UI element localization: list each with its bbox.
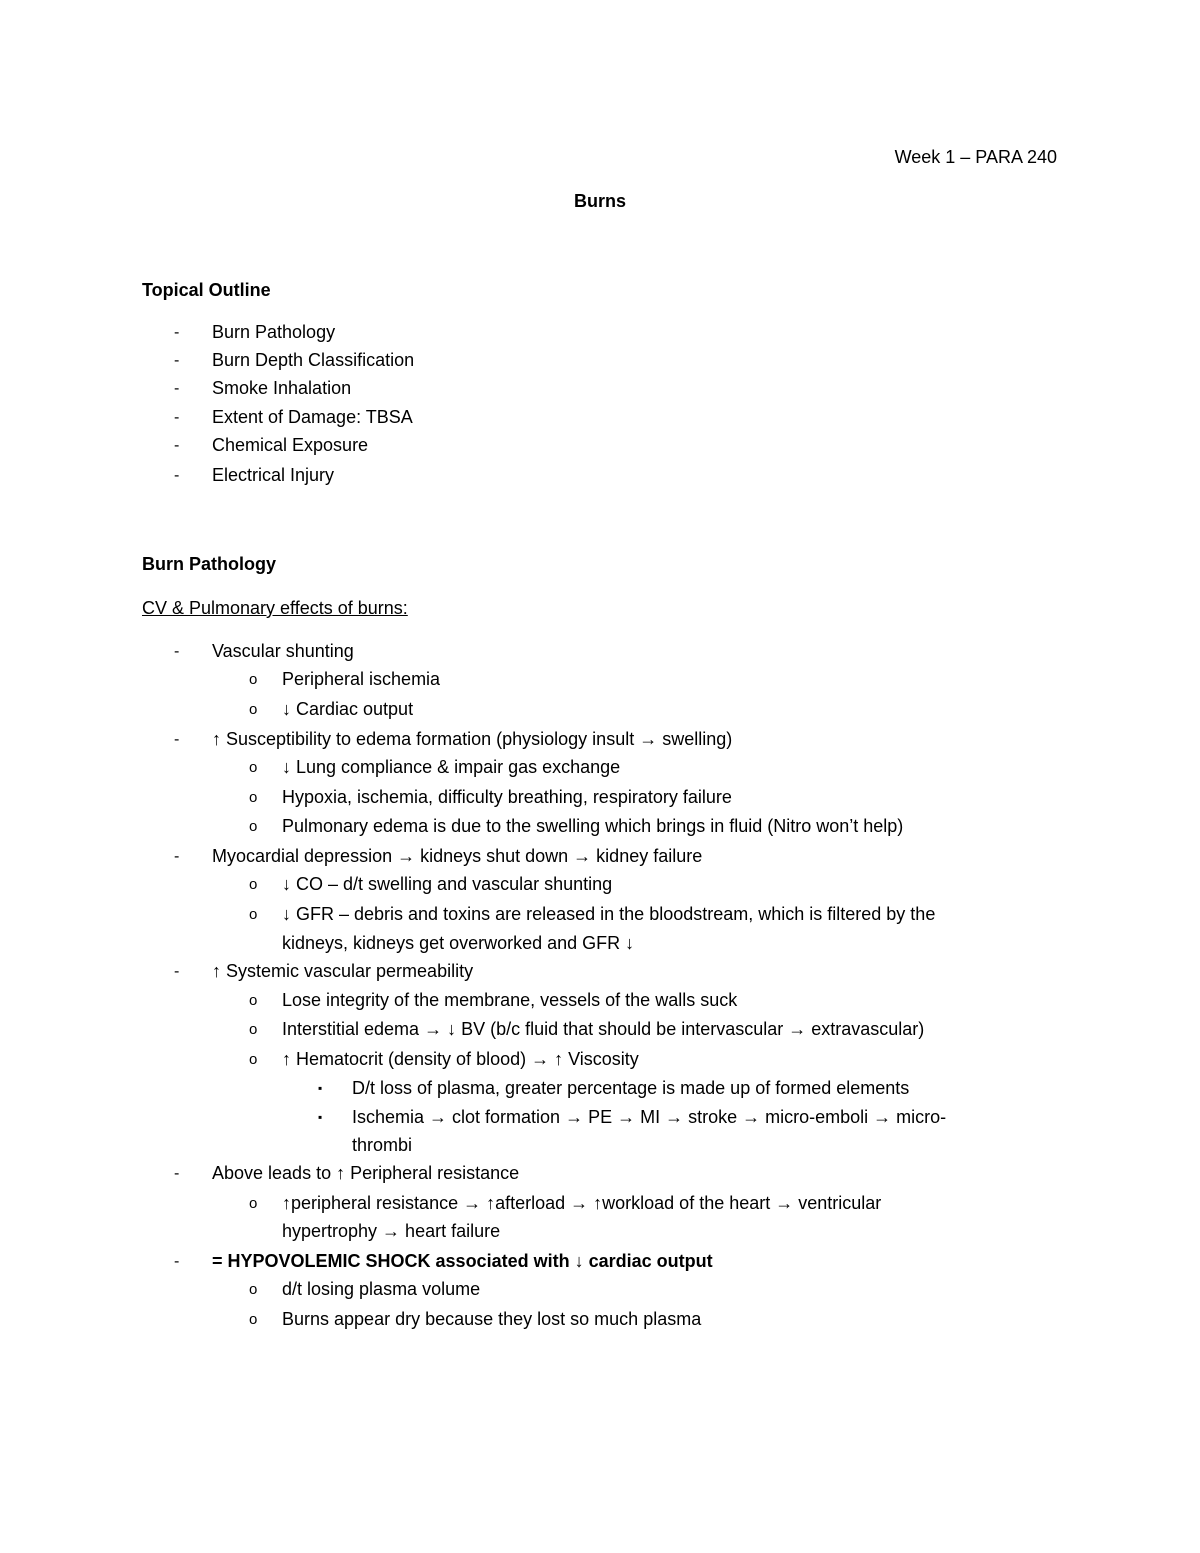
dash-bullet: - xyxy=(174,352,180,369)
dash-bullet: - xyxy=(174,409,180,426)
list-item: Pulmonary edema is due to the swelling which brings in fluid (Nitro won’t help) xyxy=(282,816,904,836)
circle-bullet: o xyxy=(249,906,258,923)
dash-bullet: - xyxy=(174,380,180,397)
list-item-continuation: thrombi xyxy=(352,1135,413,1155)
list-item: ↓ Cardiac output xyxy=(282,699,414,719)
list-item: ↓ GFR – debris and toxins are released in the bloodstream, which is filtered by the xyxy=(282,904,936,924)
circle-bullet: o xyxy=(249,701,258,718)
circle-bullet: o xyxy=(249,1311,258,1328)
list-item: Above leads to ↑ Peripheral resistance xyxy=(212,1163,520,1183)
dash-bullet: - xyxy=(174,467,180,484)
list-item: Peripheral ischemia xyxy=(282,669,441,689)
list-item: Burns appear dry because they lost so much plasma xyxy=(282,1309,702,1329)
dash-bullet: - xyxy=(174,963,180,980)
list-item: ↑ Susceptibility to edema formation (physiology insult → swelling) xyxy=(212,729,733,749)
circle-bullet: o xyxy=(249,671,258,688)
burn-pathology-heading: Burn Pathology xyxy=(142,554,276,574)
list-item: Lose integrity of the membrane, vessels of the walls suck xyxy=(282,990,738,1010)
list-item: ↑ Hematocrit (density of blood) → ↑ Viscosity xyxy=(282,1049,639,1069)
list-item: Hypoxia, ischemia, difficulty breathing, respiratory failure xyxy=(282,787,732,807)
hypovolemic-shock-line: = HYPOVOLEMIC SHOCK associated with ↓ cardiac output xyxy=(212,1251,713,1271)
outline-item-burn-depth: Burn Depth Classification xyxy=(212,350,415,370)
outline-item-extent-of-damage: Extent of Damage: TBSA xyxy=(212,407,413,427)
list-item: D/t loss of plasma, greater percentage is made up of formed elements xyxy=(352,1078,910,1098)
circle-bullet: o xyxy=(249,818,258,835)
list-item: d/t losing plasma volume xyxy=(282,1279,481,1299)
list-item: Myocardial depression → kidneys shut down → kidney failure xyxy=(212,846,703,866)
dash-bullet: - xyxy=(174,848,180,865)
cv-pulmonary-subheading: CV & Pulmonary effects of burns: xyxy=(142,598,408,618)
list-item: ↓ CO – d/t swelling and vascular shunting xyxy=(282,874,613,894)
outline-item-smoke-inhalation: Smoke Inhalation xyxy=(212,378,352,398)
document-title: Burns xyxy=(573,191,626,211)
circle-bullet: o xyxy=(249,1281,258,1298)
circle-bullet: o xyxy=(249,759,258,776)
dash-bullet: - xyxy=(174,1165,180,1182)
circle-bullet: o xyxy=(249,876,258,893)
course-header: Week 1 – PARA 240 xyxy=(894,147,1057,167)
dash-bullet: - xyxy=(174,643,180,660)
dash-bullet: - xyxy=(174,437,180,454)
circle-bullet: o xyxy=(249,1051,258,1068)
circle-bullet: o xyxy=(249,992,258,1009)
list-item: Ischemia → clot formation → PE → MI → stroke → micro-emboli → micro- xyxy=(352,1107,947,1127)
square-bullet: ▪ xyxy=(318,1081,323,1095)
dash-bullet: - xyxy=(174,731,180,748)
dash-bullet: - xyxy=(174,324,180,341)
list-item: ↓ Lung compliance & impair gas exchange xyxy=(282,757,621,777)
list-item: ↑ Systemic vascular permeability xyxy=(212,961,474,981)
outline-item-chemical-exposure: Chemical Exposure xyxy=(212,435,369,455)
outline-item-electrical-injury: Electrical Injury xyxy=(212,465,335,485)
square-bullet: ▪ xyxy=(318,1110,323,1124)
dash-bullet: - xyxy=(174,1253,180,1270)
topical-outline-heading: Topical Outline xyxy=(142,280,271,300)
outline-item-burn-pathology: Burn Pathology xyxy=(212,322,336,342)
circle-bullet: o xyxy=(249,1195,258,1212)
list-item: Interstitial edema → ↓ BV (b/c fluid that should be intervascular → extravascular) xyxy=(282,1019,925,1039)
list-item: Vascular shunting xyxy=(212,641,354,661)
list-item-continuation: kidneys, kidneys get overworked and GFR ↓ xyxy=(282,933,635,953)
list-item-continuation: hypertrophy → heart failure xyxy=(282,1221,501,1241)
list-item: ↑peripheral resistance → ↑afterload → ↑workload of the heart → ventricular xyxy=(282,1193,882,1213)
circle-bullet: o xyxy=(249,789,258,806)
circle-bullet: o xyxy=(249,1021,258,1038)
